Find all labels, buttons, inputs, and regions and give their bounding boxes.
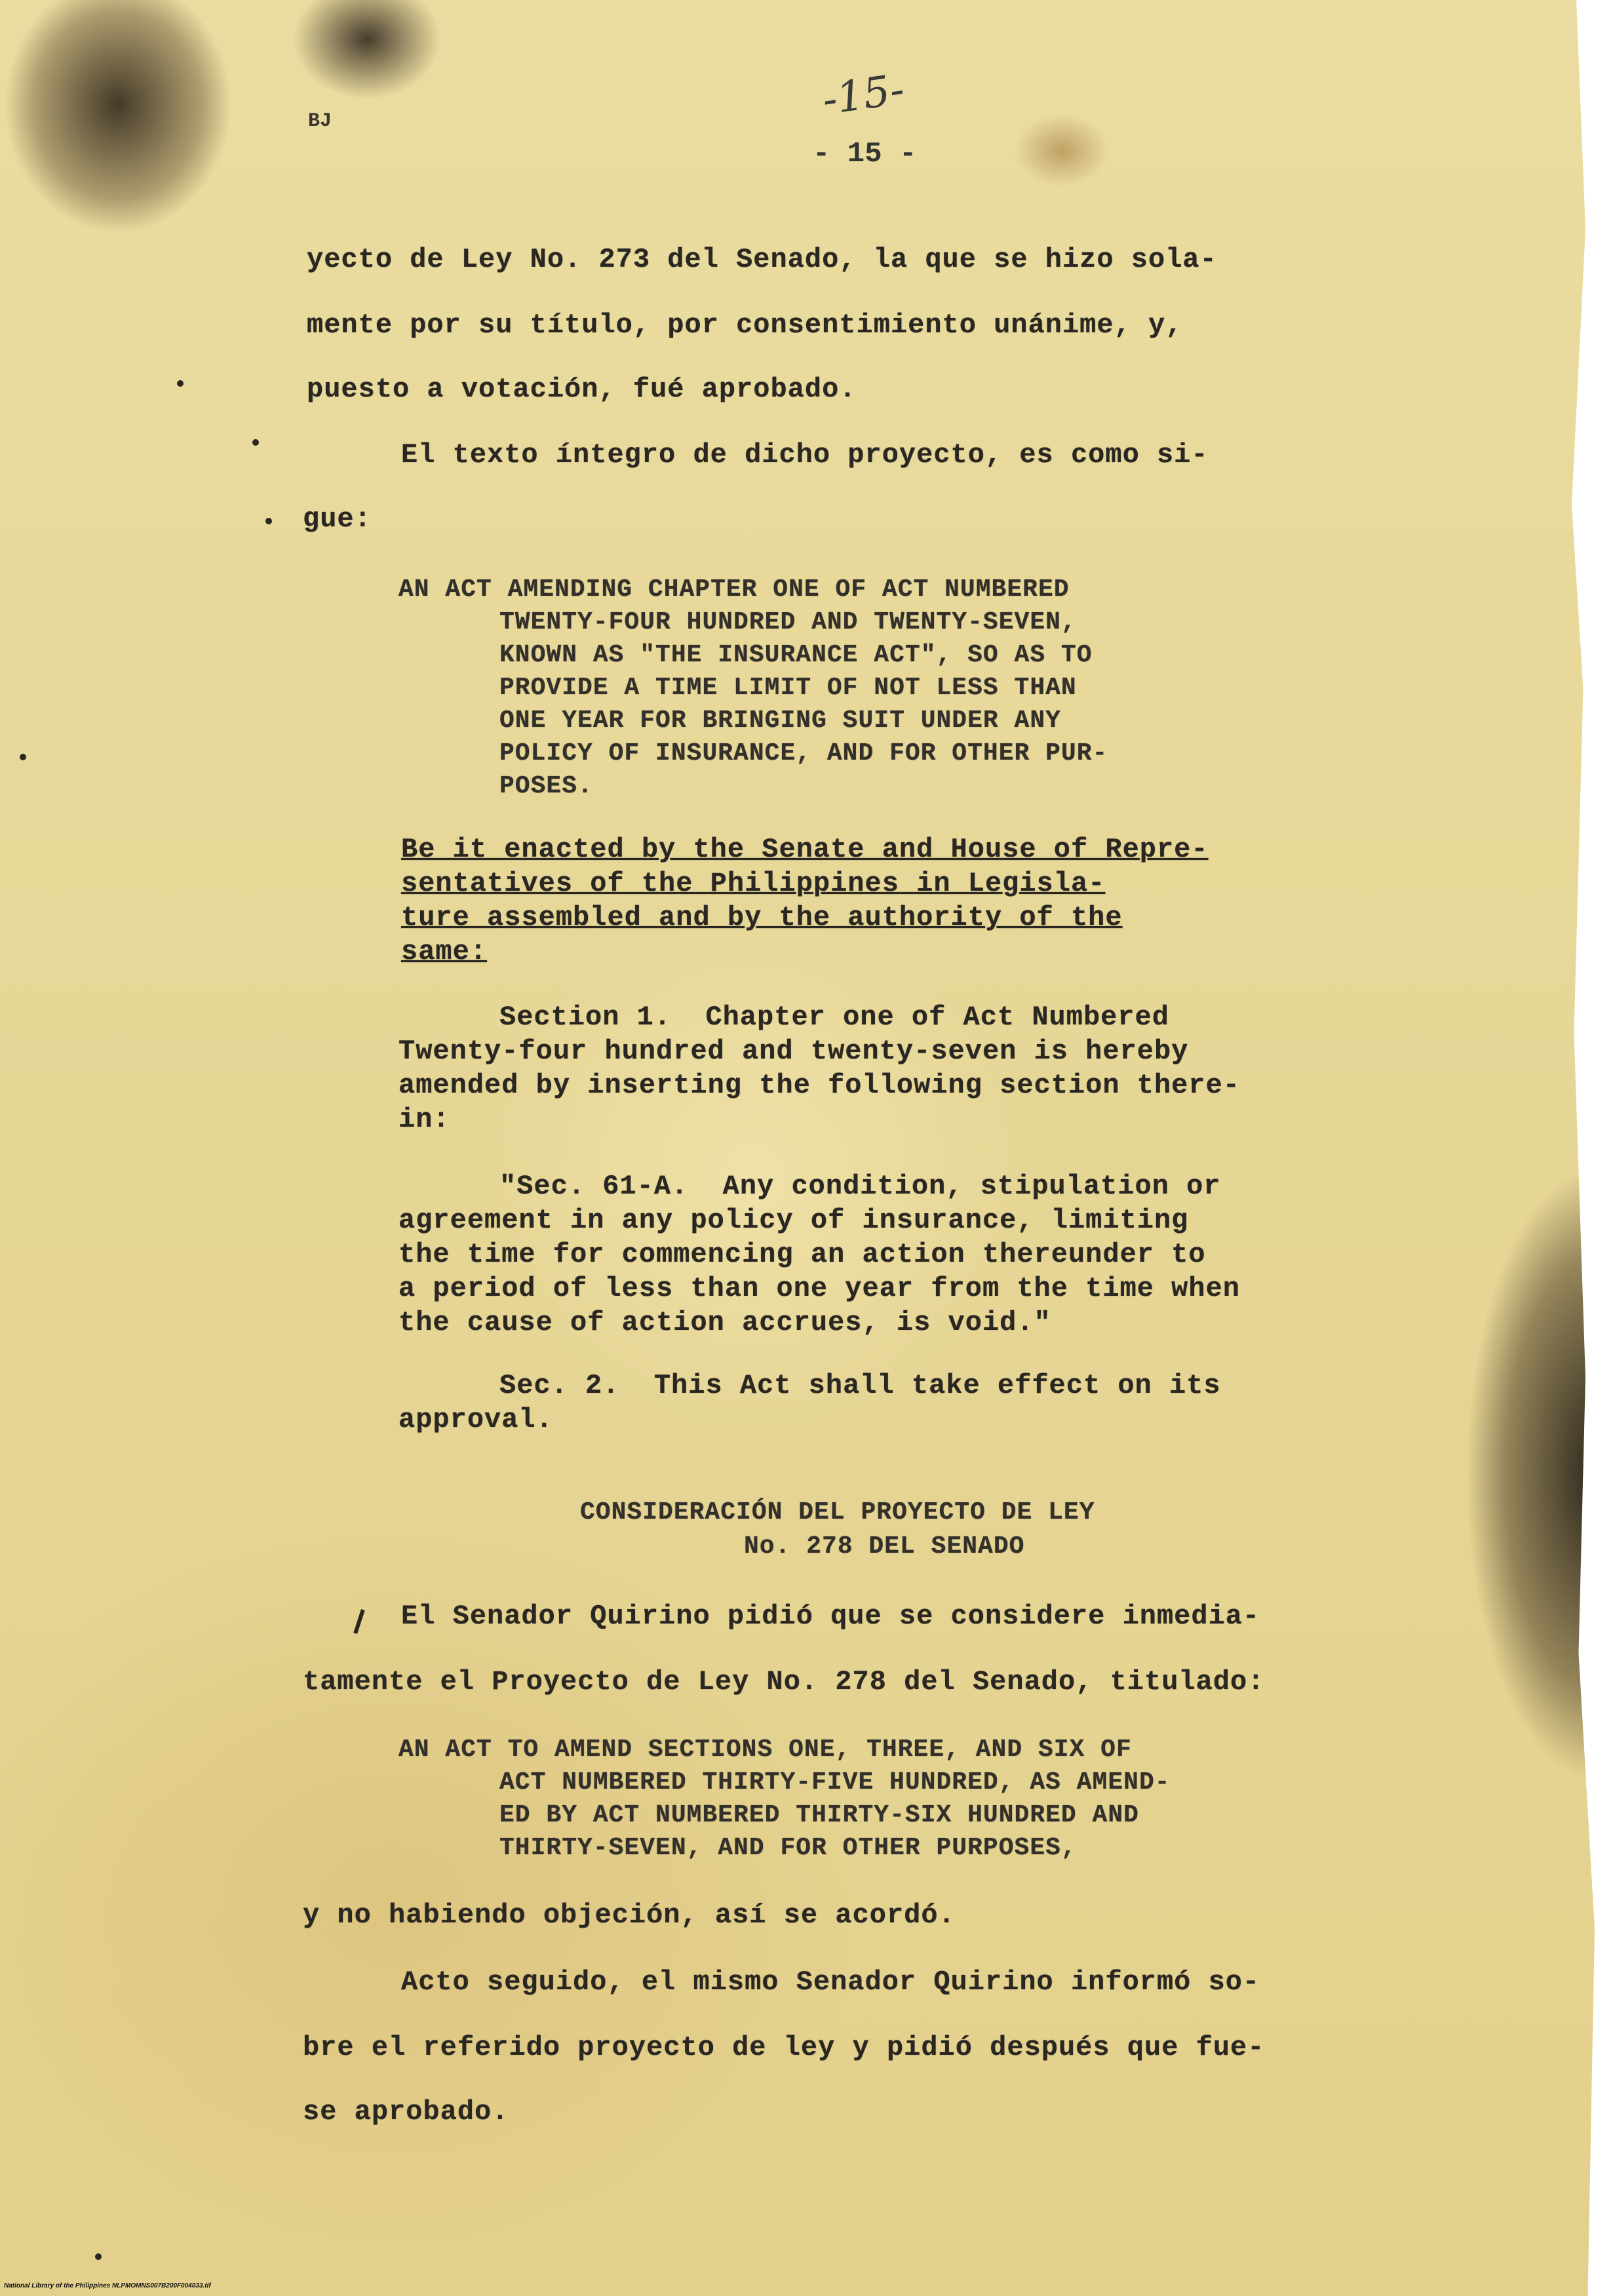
act-title-line: PROVIDE A TIME LIMIT OF NOT LESS THAN (499, 674, 1077, 702)
archive-stamp: National Library of the Philippines NLPMOMNS007B200F004033.tif (4, 2282, 211, 2289)
paragraph-line: El Senador Quirino pidió que se considere inmedia- (401, 1601, 1260, 1632)
section-line: Sec. 2. This Act shall take effect on its (499, 1370, 1221, 1401)
act-title-line: POLICY OF INSURANCE, AND FOR OTHER PUR- (499, 739, 1108, 768)
act-title-line: ONE YEAR FOR BRINGING SUIT UNDER ANY (499, 707, 1061, 735)
typed-page-number: - 15 - (813, 138, 917, 170)
act-title-line: TWENTY-FOUR HUNDRED AND TWENTY-SEVEN, (499, 608, 1077, 636)
paragraph-line: y no habiendo objeción, así se acordó. (303, 1899, 956, 1931)
section-line: in: (398, 1104, 450, 1135)
section-line: the time for commencing an action thereunder to (398, 1239, 1206, 1270)
margin-speck (265, 518, 272, 524)
margin-pencil-mark (353, 1609, 364, 1634)
act-title-line: KNOWN AS "THE INSURANCE ACT", SO AS TO (499, 641, 1093, 669)
paragraph-line: Acto seguido, el mismo Senador Quirino informó so- (401, 1966, 1260, 1998)
section-line: a period of less than one year from the time when (398, 1273, 1241, 1304)
section-line: "Sec. 61-A. Any condition, stipulation or (499, 1171, 1221, 1202)
margin-speck (252, 439, 259, 446)
enacting-clause-line: sentatives of the Philippines in Legisla- (401, 868, 1106, 899)
margin-speck (177, 380, 184, 387)
paragraph-line: bre el referido proyecto de ley y pidió después que fue- (303, 2032, 1265, 2063)
enacting-clause-line: same: (401, 936, 488, 967)
paragraph-line: yecto de Ley No. 273 del Senado, la que se hizo sola- (307, 244, 1217, 275)
section-line: the cause of action accrues, is void." (398, 1307, 1051, 1338)
enacting-clause-line: Be it enacted by the Senate and House of Repre- (401, 834, 1209, 865)
section-line: approval. (398, 1404, 553, 1435)
act-title-line: ED BY ACT NUMBERED THIRTY-SIX HUNDRED AND (499, 1801, 1139, 1829)
act-title-line: ACT NUMBERED THIRTY-FIVE HUNDRED, AS AMEND- (499, 1768, 1171, 1797)
section-line: Section 1. Chapter one of Act Numbered (499, 1002, 1169, 1033)
handwritten-page-number: -15- (819, 65, 908, 125)
paragraph-line: tamente el Proyecto de Ley No. 278 del Senado, titulado: (303, 1666, 1265, 1698)
paragraph-line: se aprobado. (303, 2096, 509, 2128)
section-heading-line: CONSIDERACIÓN DEL PROYECTO DE LEY (580, 1498, 1095, 1527)
section-heading-line: No. 278 DEL SENADO (744, 1532, 1025, 1561)
paragraph-line: mente por su título, por consentimiento unánime, y, (307, 309, 1183, 341)
section-line: amended by inserting the following section there- (398, 1070, 1241, 1101)
enacting-clause-line: ture assembled and by the authority of the (401, 902, 1123, 933)
torn-page-edge (1567, 0, 1613, 2296)
act-title-line: POSES. (499, 772, 593, 800)
margin-speck (20, 754, 26, 760)
section-line: Twenty-four hundred and twenty-seven is hereby (398, 1036, 1189, 1067)
act-title-line: AN ACT TO AMEND SECTIONS ONE, THREE, AND SIX OF (398, 1736, 1132, 1764)
act-title-line: THIRTY-SEVEN, AND FOR OTHER PURPOSES, (499, 1834, 1077, 1862)
paragraph-line: El texto íntegro de dicho proyecto, es como si- (401, 439, 1209, 471)
typist-initials: BJ (308, 110, 332, 132)
paragraph-line: gue: (303, 503, 372, 535)
section-line: agreement in any policy of insurance, limiting (398, 1205, 1189, 1236)
paragraph-line: puesto a votación, fué aprobado. (307, 374, 857, 405)
act-title-line: AN ACT AMENDING CHAPTER ONE OF ACT NUMBERED (398, 575, 1070, 604)
margin-speck (95, 2253, 102, 2260)
